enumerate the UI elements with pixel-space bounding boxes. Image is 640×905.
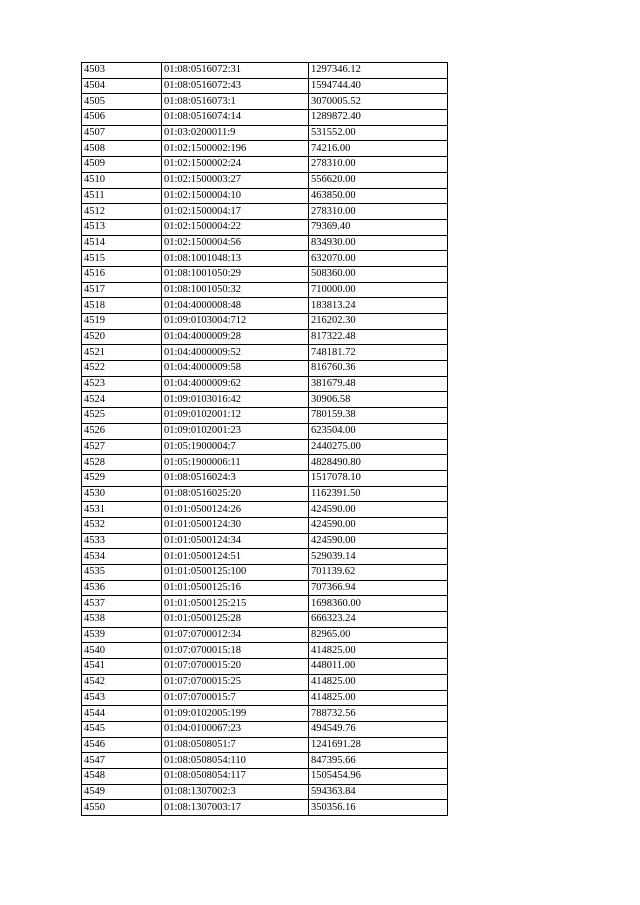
table-row [82, 298, 448, 314]
row-number-cell: 4514 [82, 235, 162, 251]
row-number-cell: 4528 [82, 455, 162, 471]
table-row [82, 141, 448, 157]
cadastral-number-cell: 01:08:0516024:3 [162, 470, 309, 486]
row-number-cell: 4548 [82, 768, 162, 784]
value-cell: 780159.38 [309, 408, 448, 424]
cadastral-number-cell: 01:01:0500124:30 [162, 517, 309, 533]
cadastral-number-cell: 01:08:0516072:31 [162, 63, 309, 79]
cadastral-number-cell: 01:08:1001050:32 [162, 282, 309, 298]
row-number-cell: 4547 [82, 753, 162, 769]
value-cell: 424590.00 [309, 517, 448, 533]
table-row [82, 329, 448, 345]
table-row [82, 753, 448, 769]
table-row [82, 800, 448, 816]
value-cell: 632070.00 [309, 251, 448, 267]
cadastral-number-cell: 01:08:1001050:29 [162, 266, 309, 282]
cadastral-number-cell: 01:02:1500004:10 [162, 188, 309, 204]
value-cell: 1297346.12 [309, 63, 448, 79]
table-row [82, 533, 448, 549]
table-row [82, 627, 448, 643]
table-row [82, 549, 448, 565]
value-cell: 1594744.40 [309, 78, 448, 94]
cadastral-number-cell: 01:04:4000009:62 [162, 376, 309, 392]
value-cell: 82965.00 [309, 627, 448, 643]
value-cell: 594363.84 [309, 784, 448, 800]
cadastral-number-cell: 01:05:1900004:7 [162, 439, 309, 455]
table-row [82, 455, 448, 471]
table-row [82, 643, 448, 659]
cadastral-number-cell: 01:08:1307003:17 [162, 800, 309, 816]
table-body [82, 63, 448, 816]
value-cell: 414825.00 [309, 690, 448, 706]
cadastral-number-cell: 01:07:0700015:25 [162, 674, 309, 690]
cadastral-number-cell: 01:09:0103004:712 [162, 314, 309, 330]
row-number-cell: 4532 [82, 517, 162, 533]
cadastral-number-cell: 01:08:0516073:1 [162, 94, 309, 110]
row-number-cell: 4549 [82, 784, 162, 800]
row-number-cell: 4520 [82, 329, 162, 345]
table-row [82, 188, 448, 204]
cadastral-number-cell: 01:08:1001048:13 [162, 251, 309, 267]
cadastral-number-cell: 01:02:1500004:22 [162, 219, 309, 235]
value-cell: 701139.62 [309, 565, 448, 581]
row-number-cell: 4541 [82, 659, 162, 675]
cadastral-number-cell: 01:04:0100067:23 [162, 721, 309, 737]
table-row [82, 439, 448, 455]
cadastral-number-cell: 01:05:1900006:11 [162, 455, 309, 471]
value-cell: 414825.00 [309, 643, 448, 659]
row-number-cell: 4513 [82, 219, 162, 235]
cadastral-number-cell: 01:08:0508054:110 [162, 753, 309, 769]
cadastral-number-cell: 01:04:4000009:28 [162, 329, 309, 345]
row-number-cell: 4521 [82, 345, 162, 361]
row-number-cell: 4527 [82, 439, 162, 455]
row-number-cell: 4503 [82, 63, 162, 79]
cadastral-number-cell: 01:04:4000009:52 [162, 345, 309, 361]
table-row [82, 690, 448, 706]
row-number-cell: 4535 [82, 565, 162, 581]
value-cell: 278310.00 [309, 204, 448, 220]
row-number-cell: 4534 [82, 549, 162, 565]
cadastral-number-cell: 01:03:0200011:9 [162, 125, 309, 141]
cadastral-number-cell: 01:09:0102001:12 [162, 408, 309, 424]
value-cell: 710000.00 [309, 282, 448, 298]
value-cell: 1289872.40 [309, 110, 448, 126]
value-cell: 463850.00 [309, 188, 448, 204]
row-number-cell: 4518 [82, 298, 162, 314]
value-cell: 448011.00 [309, 659, 448, 675]
row-number-cell: 4519 [82, 314, 162, 330]
table-row [82, 737, 448, 753]
row-number-cell: 4507 [82, 125, 162, 141]
value-cell: 1505454.96 [309, 768, 448, 784]
cadastral-number-cell: 01:02:1500004:56 [162, 235, 309, 251]
row-number-cell: 4508 [82, 141, 162, 157]
cadastral-number-cell: 01:09:0102005:199 [162, 706, 309, 722]
row-number-cell: 4511 [82, 188, 162, 204]
cadastral-number-cell: 01:07:0700015:7 [162, 690, 309, 706]
value-cell: 666323.24 [309, 612, 448, 628]
table-row [82, 392, 448, 408]
value-cell: 1162391.50 [309, 486, 448, 502]
data-table [81, 62, 448, 816]
cadastral-number-cell: 01:07:0700015:20 [162, 659, 309, 675]
table-row [82, 706, 448, 722]
value-cell: 30906.58 [309, 392, 448, 408]
cadastral-number-cell: 01:01:0500124:34 [162, 533, 309, 549]
table-row [82, 784, 448, 800]
cadastral-number-cell: 01:08:0508051:7 [162, 737, 309, 753]
cadastral-number-cell: 01:01:0500124:51 [162, 549, 309, 565]
row-number-cell: 4506 [82, 110, 162, 126]
table-row [82, 423, 448, 439]
table-row [82, 612, 448, 628]
row-number-cell: 4531 [82, 502, 162, 518]
row-number-cell: 4542 [82, 674, 162, 690]
row-number-cell: 4533 [82, 533, 162, 549]
cadastral-number-cell: 01:04:4000008:48 [162, 298, 309, 314]
value-cell: 424590.00 [309, 502, 448, 518]
row-number-cell: 4525 [82, 408, 162, 424]
row-number-cell: 4504 [82, 78, 162, 94]
table-row [82, 659, 448, 675]
table-row [82, 376, 448, 392]
value-cell: 1241691.28 [309, 737, 448, 753]
table-row [82, 486, 448, 502]
cadastral-number-cell: 01:02:1500002:24 [162, 157, 309, 173]
value-cell: 74216.00 [309, 141, 448, 157]
value-cell: 817322.48 [309, 329, 448, 345]
table-row [82, 219, 448, 235]
cadastral-number-cell: 01:01:0500124:26 [162, 502, 309, 518]
table-row [82, 361, 448, 377]
value-cell: 834930.00 [309, 235, 448, 251]
value-cell: 623504.00 [309, 423, 448, 439]
cadastral-number-cell: 01:09:0102001:23 [162, 423, 309, 439]
row-number-cell: 4512 [82, 204, 162, 220]
value-cell: 707366.94 [309, 580, 448, 596]
value-cell: 847395.66 [309, 753, 448, 769]
table-row [82, 94, 448, 110]
cadastral-number-cell: 01:08:0508054:117 [162, 768, 309, 784]
cadastral-number-cell: 01:08:0516025:20 [162, 486, 309, 502]
table-row [82, 314, 448, 330]
value-cell: 508360.00 [309, 266, 448, 282]
table-row [82, 768, 448, 784]
table-row [82, 110, 448, 126]
value-cell: 414825.00 [309, 674, 448, 690]
row-number-cell: 4539 [82, 627, 162, 643]
cadastral-number-cell: 01:01:0500125:16 [162, 580, 309, 596]
table-row [82, 157, 448, 173]
value-cell: 1517078.10 [309, 470, 448, 486]
table-row [82, 235, 448, 251]
value-cell: 278310.00 [309, 157, 448, 173]
data-sheet [81, 62, 448, 816]
value-cell: 748181.72 [309, 345, 448, 361]
value-cell: 79369.40 [309, 219, 448, 235]
value-cell: 3070005.52 [309, 94, 448, 110]
cadastral-number-cell: 01:07:0700015:18 [162, 643, 309, 659]
table-row [82, 266, 448, 282]
table-row [82, 63, 448, 79]
row-number-cell: 4524 [82, 392, 162, 408]
cadastral-number-cell: 01:08:1307002:3 [162, 784, 309, 800]
row-number-cell: 4516 [82, 266, 162, 282]
table-row [82, 282, 448, 298]
value-cell: 531552.00 [309, 125, 448, 141]
table-row [82, 596, 448, 612]
row-number-cell: 4545 [82, 721, 162, 737]
cadastral-number-cell: 01:09:0103016:42 [162, 392, 309, 408]
row-number-cell: 4546 [82, 737, 162, 753]
value-cell: 816760.36 [309, 361, 448, 377]
cadastral-number-cell: 01:04:4000009:58 [162, 361, 309, 377]
row-number-cell: 4550 [82, 800, 162, 816]
table-row [82, 78, 448, 94]
table-row [82, 721, 448, 737]
value-cell: 788732.56 [309, 706, 448, 722]
table-row [82, 674, 448, 690]
row-number-cell: 4505 [82, 94, 162, 110]
value-cell: 381679.48 [309, 376, 448, 392]
table-row [82, 172, 448, 188]
table-row [82, 345, 448, 361]
row-number-cell: 4540 [82, 643, 162, 659]
value-cell: 1698360.00 [309, 596, 448, 612]
cadastral-number-cell: 01:01:0500125:28 [162, 612, 309, 628]
value-cell: 350356.16 [309, 800, 448, 816]
row-number-cell: 4543 [82, 690, 162, 706]
row-number-cell: 4537 [82, 596, 162, 612]
cadastral-number-cell: 01:02:1500003:27 [162, 172, 309, 188]
value-cell: 2440275.00 [309, 439, 448, 455]
value-cell: 529039.14 [309, 549, 448, 565]
table-row [82, 204, 448, 220]
cadastral-number-cell: 01:08:0516074:14 [162, 110, 309, 126]
row-number-cell: 4538 [82, 612, 162, 628]
cadastral-number-cell: 01:08:0516072:43 [162, 78, 309, 94]
row-number-cell: 4510 [82, 172, 162, 188]
table-row [82, 125, 448, 141]
value-cell: 556620.00 [309, 172, 448, 188]
cadastral-number-cell: 01:07:0700012:34 [162, 627, 309, 643]
row-number-cell: 4544 [82, 706, 162, 722]
table-row [82, 565, 448, 581]
cadastral-number-cell: 01:02:1500004:17 [162, 204, 309, 220]
row-number-cell: 4523 [82, 376, 162, 392]
table-row [82, 580, 448, 596]
row-number-cell: 4526 [82, 423, 162, 439]
value-cell: 183813.24 [309, 298, 448, 314]
table-row [82, 470, 448, 486]
cadastral-number-cell: 01:01:0500125:215 [162, 596, 309, 612]
row-number-cell: 4536 [82, 580, 162, 596]
cadastral-number-cell: 01:02:1500002:196 [162, 141, 309, 157]
value-cell: 216202.30 [309, 314, 448, 330]
row-number-cell: 4530 [82, 486, 162, 502]
table-row [82, 517, 448, 533]
cadastral-number-cell: 01:01:0500125:100 [162, 565, 309, 581]
value-cell: 494549.76 [309, 721, 448, 737]
table-row [82, 408, 448, 424]
row-number-cell: 4509 [82, 157, 162, 173]
table-row [82, 251, 448, 267]
row-number-cell: 4517 [82, 282, 162, 298]
value-cell: 424590.00 [309, 533, 448, 549]
value-cell: 4828490.80 [309, 455, 448, 471]
row-number-cell: 4515 [82, 251, 162, 267]
row-number-cell: 4529 [82, 470, 162, 486]
table-row [82, 502, 448, 518]
row-number-cell: 4522 [82, 361, 162, 377]
